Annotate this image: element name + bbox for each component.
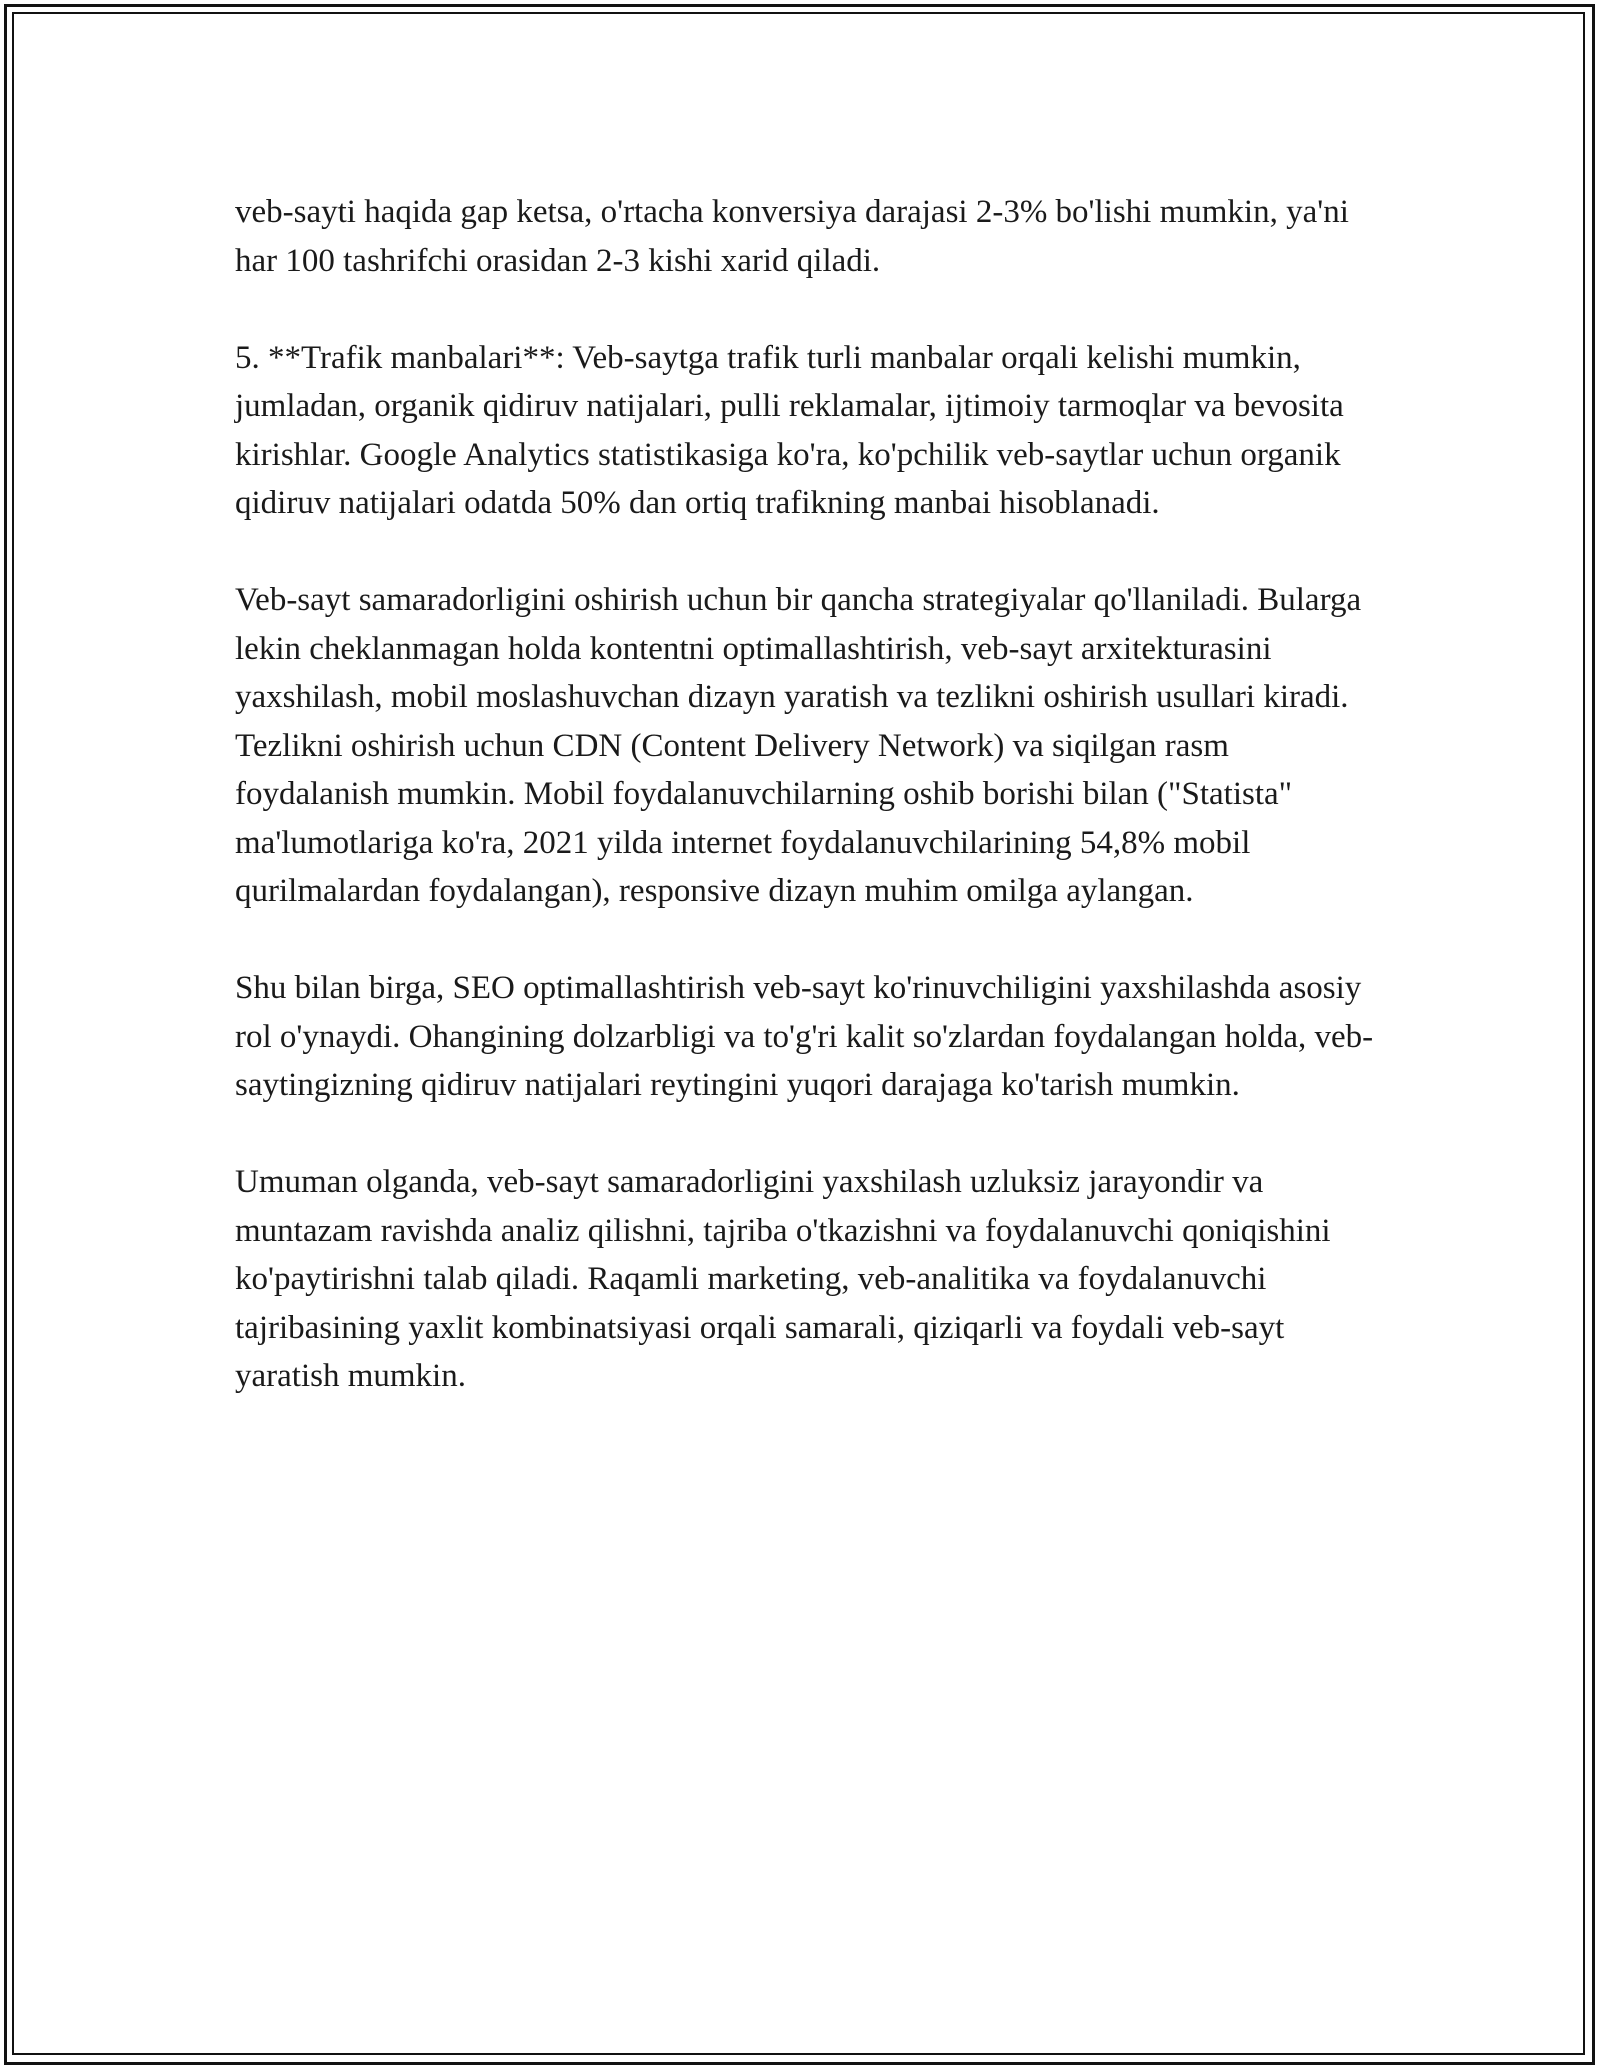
paragraph-conversion-rate: veb-sayti haqida gap ketsa, o'rtacha konversiya darajasi 2-3% bo'lishi mumkin, ya'ni har 100 tashrifchi orasidan 2-3 kishi xarid qiladi. [235, 194, 1349, 279]
document-body [235, 188, 1375, 1401]
paragraph-traffic-sources: 5. **Trafik manbalari**: Veb-saytga trafik turli manbalar orqali kelishi mumkin, jumladan, organik qidiruv natijalari, pulli reklamalar, ijtimoiy tarmoqlar va bevosita kirishlar. Google Analytics statistikasiga ko'ra, ko'pchilik veb-saytlar uchun organik qidiruv natijalari odatda 50% dan ortiq trafikning manbai hisoblanadi. [235, 339, 1344, 521]
paragraph-strategies: Veb-sayt samaradorligini oshirish uchun bir qancha strategiyalar qo'llaniladi. Bularga lekin cheklanmagan holda kontentni optimallashtirish, veb-sayt arxitekturasini yaxshilash, mobil moslashuvchan dizayn yaratish va tezlikni oshirish usullari kiradi. Tezlikni oshirish uchun CDN (Content Delivery Network) va siqilgan rasm foydalanish mumkin. Mobil foydalanuvchilarning oshib borishi bilan ("Statista" ma'lumotlariga ko'ra, 2021 yilda internet foydalanuvchilarining 54,8% mobil qurilmalardan foydalangan), responsive dizayn muhim omilga aylangan. [235, 582, 1362, 909]
paragraph-seo: Shu bilan birga, SEO optimallashtirish veb-sayt ko'rinuvchiligini yaxshilashda asosiy rol o'ynaydi. Ohangining dolzarbligi va to'g'ri kalit so'zlardan foydalangan holda, veb-saytingizning qidiruv natijalari reytingini yuqori darajaga ko'tarish mumkin. [235, 970, 1374, 1103]
paragraph-conclusion: Umuman olganda, veb-sayt samaradorligini yaxshilash uzluksiz jarayondir va muntazam ravishda analiz qilishni, tajriba o'tkazishni va foydalanuvchi qoniqishini ko'paytirishni talab qiladi. Raqamli marketing, veb-analitika va foydalanuvchi tajribasining yaxlit kombinatsiyasi orqali samarali, qiziqarli va foydali veb-sayt yaratish mumkin. [235, 1164, 1331, 1394]
